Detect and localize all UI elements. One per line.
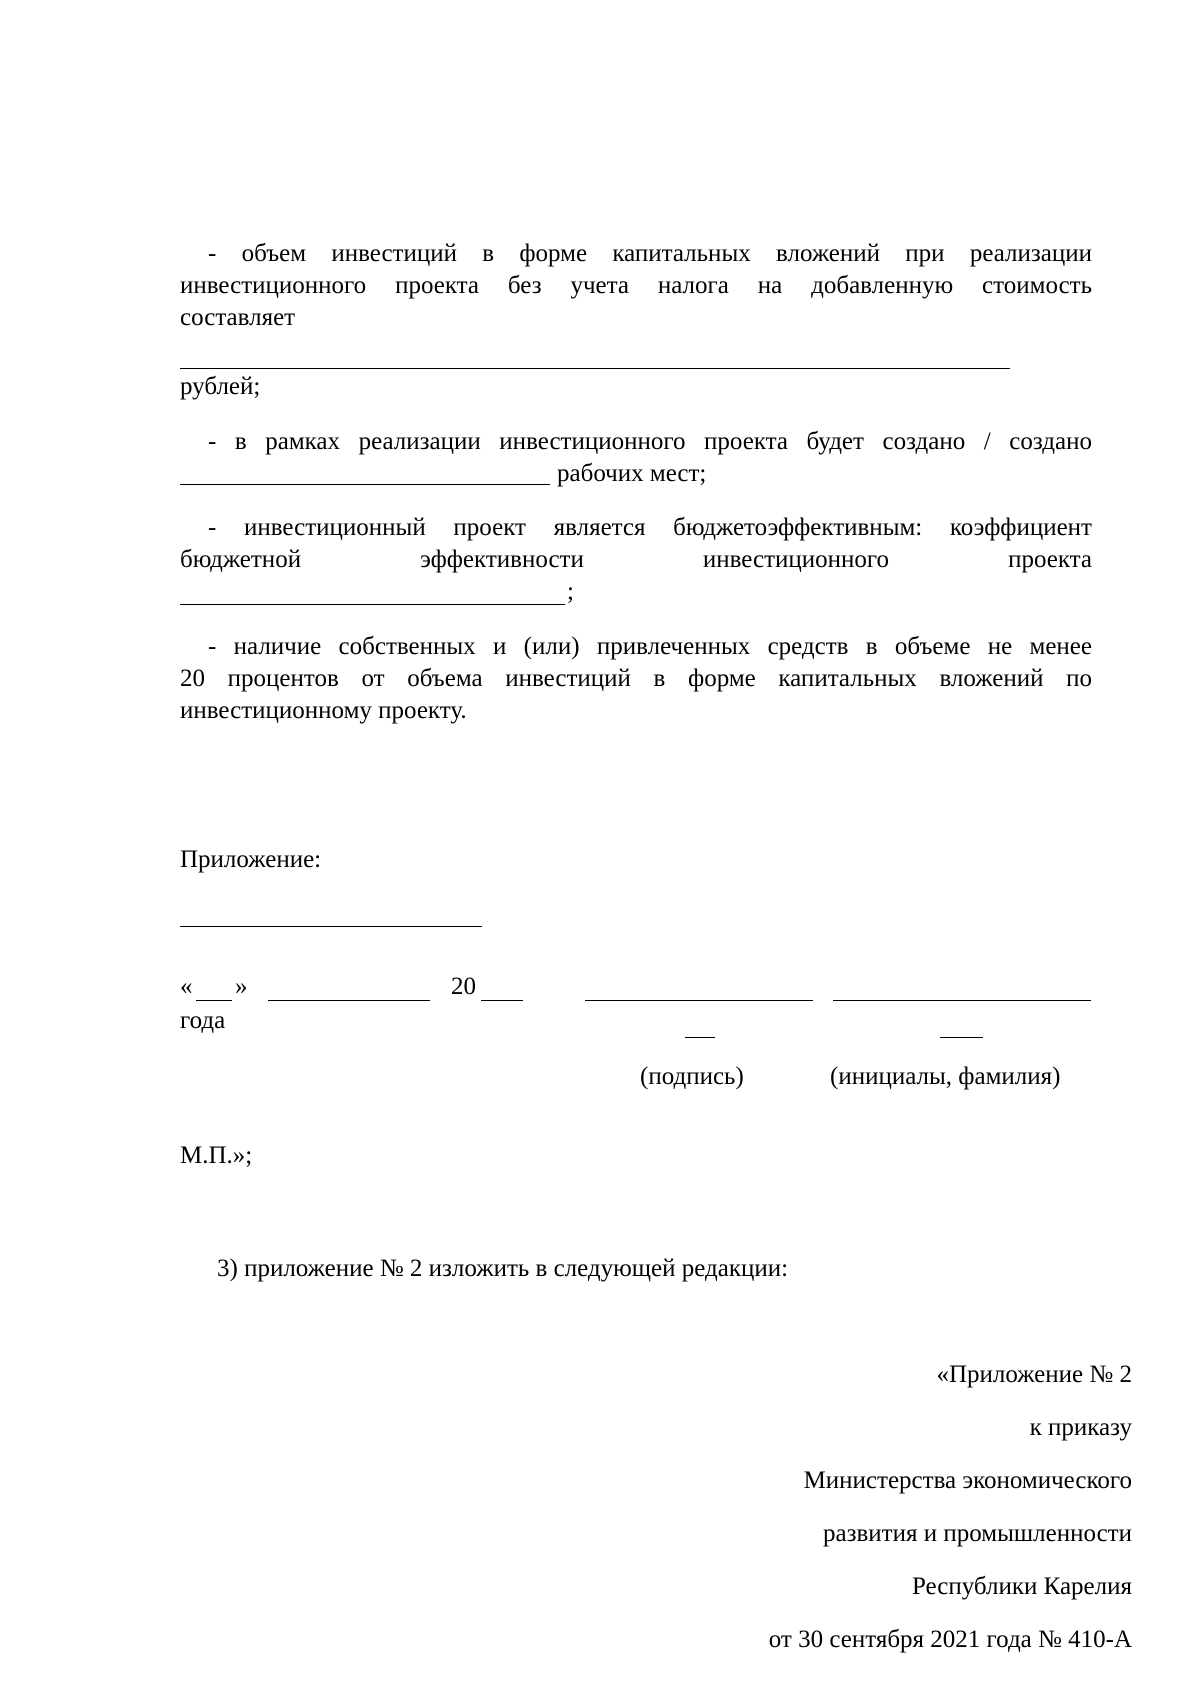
- appendix-header-line6: от 30 сентября 2021 года № 410-А: [768, 1626, 1132, 1653]
- investment-paragraph-line3: составляет: [180, 304, 296, 331]
- jobs-count-blank: [180, 484, 550, 485]
- date-year-blank: [481, 1000, 523, 1001]
- date-year-word: года: [180, 1007, 226, 1034]
- date-year-prefix: 20: [451, 973, 476, 1000]
- appendix-header-line1: «Приложение № 2: [936, 1361, 1132, 1388]
- efficiency-coefficient-blank: [180, 604, 565, 605]
- appendix-header-line4: развития и промышленности: [823, 1520, 1132, 1547]
- appendix-header-line3: Министерства экономического: [803, 1467, 1132, 1494]
- jobs-label: рабочих мест;: [557, 460, 707, 487]
- date-month-blank: [268, 1000, 430, 1001]
- signature-blank: [585, 1000, 813, 1001]
- amendment-text: 3) приложение № 2 изложить в следующей редакции:: [217, 1255, 789, 1282]
- funds-paragraph-line2: 20 процентов от объема инвестиций в форме капитальных вложений по: [180, 665, 1092, 692]
- efficiency-paragraph-line1: - инвестиционный проект является бюджетоэффективным: коэффициент: [208, 514, 1092, 541]
- name-caption: (инициалы, фамилия): [830, 1063, 1061, 1090]
- seal-mark: М.П.»;: [180, 1142, 253, 1169]
- jobs-paragraph-line1: - в рамках реализации инвестиционного проекта будет создано / создано: [208, 428, 1092, 455]
- name-blank: [833, 1000, 1091, 1001]
- signature-caption: (подпись): [640, 1063, 744, 1090]
- name-blank-tail: [940, 1037, 983, 1038]
- attachment-label: Приложение:: [180, 846, 322, 873]
- funds-paragraph-line3: инвестиционному проекту.: [180, 697, 467, 724]
- investment-amount-blank: [180, 368, 1010, 369]
- funds-paragraph-line1: - наличие собственных и (или) привлеченных средств в объеме не менее: [208, 633, 1092, 660]
- date-quote-close: »: [235, 973, 248, 1000]
- efficiency-paragraph-line2: бюджетной эффективности инвестиционного проекта: [180, 546, 1092, 573]
- date-day-blank: [196, 1000, 232, 1001]
- investment-currency-label: рублей;: [180, 373, 261, 400]
- efficiency-semicolon: ;: [567, 578, 574, 605]
- investment-paragraph-line2: инвестиционного проекта без учета налога на добавленную стоимость: [180, 272, 1092, 299]
- investment-paragraph-line1: - объем инвестиций в форме капитальных вложений при реализации: [208, 240, 1092, 267]
- appendix-header-line5: Республики Карелия: [911, 1573, 1132, 1600]
- signature-blank-tail: [685, 1037, 715, 1038]
- attachment-blank: [180, 926, 482, 927]
- appendix-header-line2: к приказу: [1029, 1414, 1132, 1441]
- date-quote-open: «: [180, 973, 193, 1000]
